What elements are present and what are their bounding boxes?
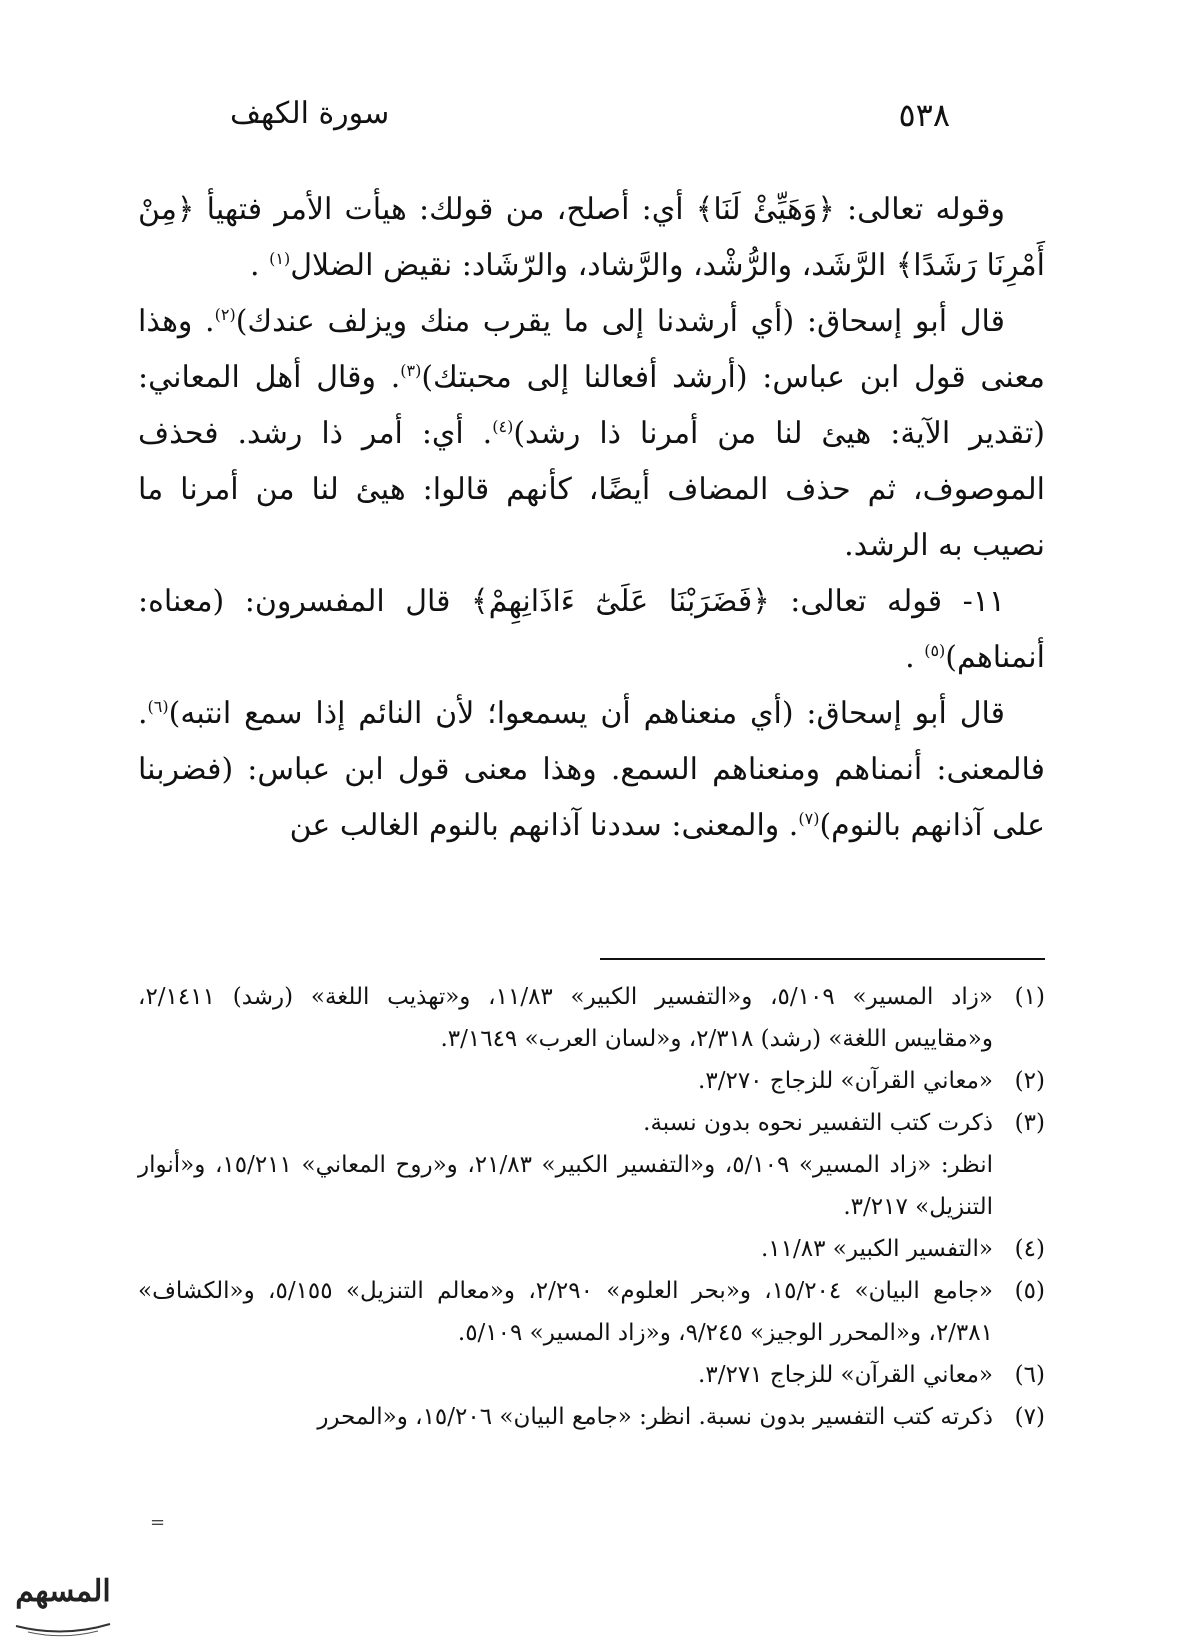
- surah-title: سورة الكهف: [230, 96, 390, 131]
- footnote-number: (٢): [1014, 1068, 1045, 1094]
- footnote: [138, 1060, 1045, 1102]
- footnote: [138, 1354, 1045, 1396]
- footnote-ref[interactable]: (٢): [214, 305, 236, 324]
- footnote-ref[interactable]: (١): [269, 249, 291, 268]
- footnote: [138, 1270, 1045, 1354]
- footnote-ref[interactable]: (٧): [798, 809, 820, 828]
- running-head: [230, 96, 950, 146]
- footnotes: [138, 976, 1045, 1438]
- footnote-ref[interactable]: (٥): [924, 641, 946, 660]
- paragraph: وقوله تعالى: ﴿وَهَيِّئْ لَنَا﴾ أي: أصلح، من قولك: هيأت الأمر فتهيأ ﴿مِنْ أَمْرِنَا رَشَدًا﴾ الرَّشَد، والرُّشْد، والرَّشاد، والرّشَاد: نقيض الضلال$^{(١)}$ .: [138, 192, 1045, 283]
- footnote-ref[interactable]: (٣): [400, 361, 422, 380]
- main-text: [138, 182, 1045, 854]
- footnote-text: «زاد المسير» ٥/١٠٩، و«التفسير الكبير» ١١/٨٣، و«تهذيب اللغة» (رشد) ٢/١٤١١، و«مقاييس اللغة» (رشد) ٢/٣١٨، و«لسان العرب» ٣/١٦٤٩.: [138, 984, 993, 1052]
- footnote-number: (٥): [1014, 1278, 1045, 1304]
- footnote-number: (١): [1014, 984, 1045, 1010]
- paragraph: قال أبو إسحاق: (أي منعناهم أن يسمعوا؛ لأن النائم إذا سمع انتبه)$^{(٦)}$. فالمعنى: أنمناهم ومنعناهم السمع. وهذا معنى قول ابن عباس: (فضربنا على آذانهم بالنوم)$^{(٧)}$. والمعنى: سددنا آذانهم بالنوم الغالب عن: [138, 696, 1045, 843]
- paragraph: ١١- قوله تعالى: ﴿فَضَرَبْنَا عَلَىٰٓ ءَاذَانِهِمْ﴾ قال المفسرون: (معناه: أنمناهم)$^{(٥)}$ .: [138, 584, 1045, 675]
- footnote-text: انظر: «زاد المسير» ٥/١٠٩، و«التفسير الكبير» ٢١/٨٣، و«روح المعاني» ١٥/٢١١، و«أنوار التنزيل» ٣/٢١٧.: [138, 1152, 993, 1220]
- footnote-text: ذكرت كتب التفسير نحوه بدون نسبة.: [643, 1110, 993, 1136]
- footnote-number: (٤): [1014, 1236, 1045, 1262]
- footnote-separator: [600, 958, 1045, 960]
- footnote: [138, 1228, 1045, 1270]
- library-stamp-logo: [8, 1568, 118, 1640]
- page-number: ٥٣٨: [898, 96, 950, 134]
- stamp-text: المسهم: [15, 1574, 111, 1609]
- footnote-number: (٧): [1014, 1404, 1045, 1430]
- footnote-ref[interactable]: (٦): [147, 697, 169, 716]
- footnote: [138, 976, 1045, 1060]
- continuation-mark: =: [150, 1512, 166, 1533]
- footnote-text: «معاني القرآن» للزجاج ٣/٢٧١.: [698, 1362, 993, 1388]
- footnote-text: «معاني القرآن» للزجاج ٣/٢٧٠.: [698, 1068, 993, 1094]
- footnote-text: ذكرته كتب التفسير بدون نسبة. انظر: «جامع البيان» ١٥/٢٠٦، و«المحرر: [317, 1404, 993, 1430]
- footnote: [138, 1396, 1045, 1438]
- paragraph: قال أبو إسحاق: (أي أرشدنا إلى ما يقرب منك ويزلف عندك)$^{(٢)}$. وهذا معنى قول ابن عباس: (أرشد أفعالنا إلى محبتك)$^{(٣)}$. وقال أهل المعاني: (تقدير الآية: هيئ لنا من أمرنا ذا رشد)$^{(٤)}$. أي: أمر ذا رشد. فحذف الموصوف، ثم حذف المضاف أيضًا، كأنهم قالوا: هيئ لنا من أمرنا ما نصيب به الرشد.: [138, 304, 1045, 563]
- footnote-ref[interactable]: (٤): [492, 417, 514, 436]
- footnote: [138, 1102, 1045, 1228]
- footnote-number: (٣): [1014, 1110, 1045, 1136]
- footnote-number: (٦): [1014, 1362, 1045, 1388]
- footnote-text: «جامع البيان» ١٥/٢٠٤، و«بحر العلوم» ٢/٢٩٠، و«معالم التنزيل» ٥/١٥٥، و«الكشاف» ٢/٣٨١، و«المحرر الوجيز» ٩/٢٤٥، و«زاد المسير» ٥/١٠٩.: [138, 1278, 993, 1346]
- footnote-text: «التفسير الكبير» ١١/٨٣.: [760, 1236, 993, 1262]
